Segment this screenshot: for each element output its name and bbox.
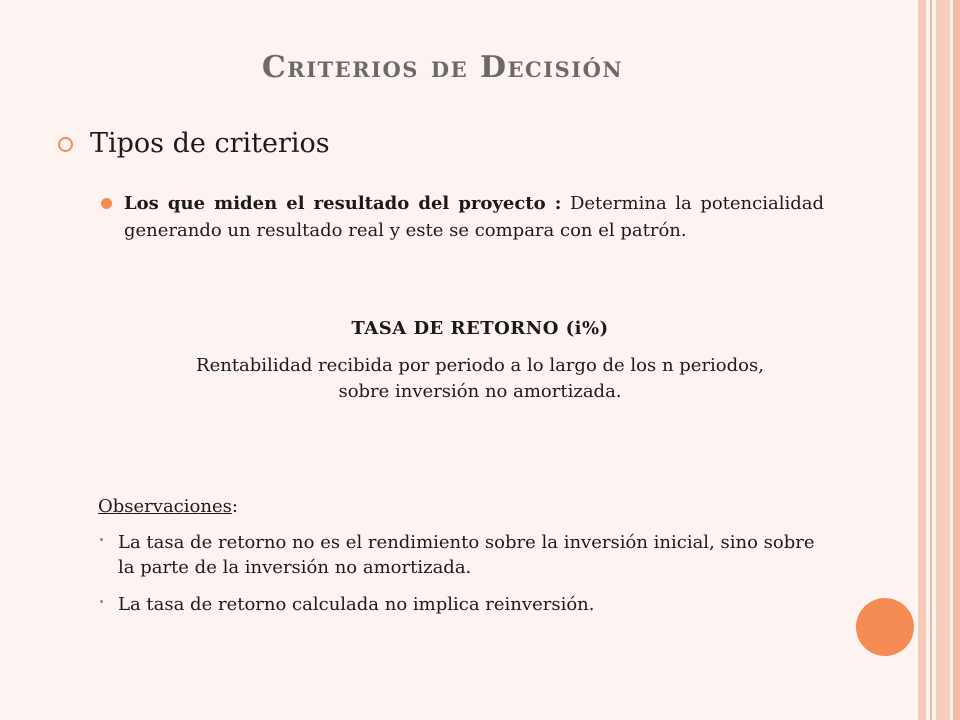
hollow-circle-bullet-icon <box>58 137 73 152</box>
level2-rest-text: Determina la potencialidad generando un resultado real y este se compara con el patrón. <box>124 193 825 241</box>
observation-item <box>98 592 818 617</box>
filled-circle-bullet-icon <box>101 198 112 209</box>
decorative-stripe <box>930 0 932 720</box>
decorative-stripe <box>953 0 960 720</box>
decorative-circle-icon <box>856 598 914 656</box>
level2-bullet-text <box>124 190 824 244</box>
observations-title-text: Observaciones <box>98 496 232 517</box>
decorative-stripe <box>918 0 926 720</box>
small-dot-bullet-icon <box>100 600 103 603</box>
observation-item <box>98 530 818 580</box>
observations-title <box>98 496 238 517</box>
level2-bold-text: Los que miden el resultado del proyecto : <box>124 193 562 214</box>
definition-line-2: sobre inversión no amortizada. <box>338 381 622 402</box>
observation-text: La tasa de retorno no es el rendimiento sobre la inversión inicial, sino sobre la parte de la inversión no amortizada. <box>118 532 815 578</box>
slide-title: Criterios de Decisión <box>261 50 624 85</box>
small-dot-bullet-icon <box>100 538 103 541</box>
definition-text <box>80 353 880 405</box>
level1-bullet-text: Tipos de criterios <box>90 128 330 159</box>
definition-heading: TASA DE RETORNO (i%) <box>351 318 609 339</box>
observations-colon: : <box>231 496 238 517</box>
observation-text: La tasa de retorno calculada no implica reinversión. <box>118 594 595 615</box>
definition-line-1: Rentabilidad recibida por periodo a lo largo de los n periodos, <box>196 355 764 376</box>
decorative-stripe <box>936 0 950 720</box>
